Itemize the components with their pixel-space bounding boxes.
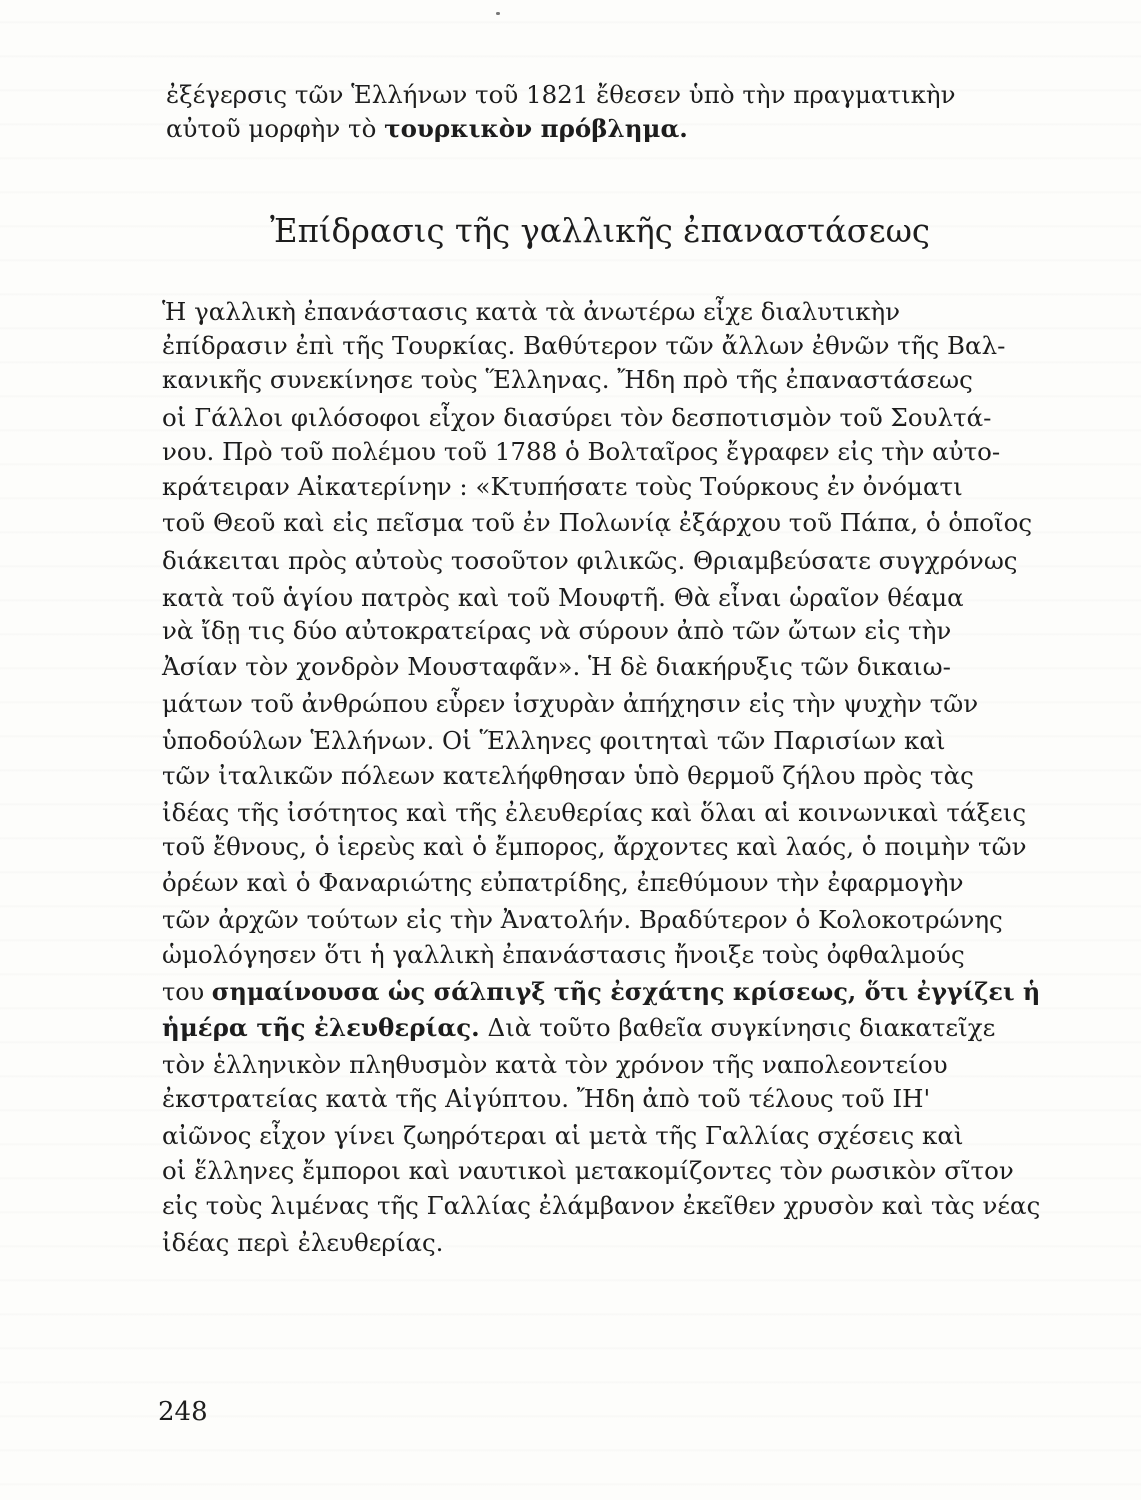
paper-speck — [496, 12, 500, 15]
paragraph-line-4: οἱ Γάλλοι φιλόσοφοι εἶχον διασύρει τὸν δεσποτισμὸν τοῦ Σουλτά- — [162, 403, 992, 432]
paragraph-line-16: τοῦ ἔθνους, ὁ ἱερεὺς καὶ ὁ ἔμπορος, ἄρχοντες καὶ λαός, ὁ ποιμὴν τῶν — [162, 832, 1027, 861]
paragraph-line-10: νὰ ἴδῃ τις δύο αὐτοκρατείρας νὰ σύρουν ἀπὸ τῶν ὤτων εἰς τὴν — [162, 616, 952, 645]
paragraph-line-15: ἰδέας τῆς ἰσότητος καὶ τῆς ἐλευθερίας καὶ ὅλαι αἱ κοινωνικαὶ τάξεις — [162, 798, 1027, 827]
paragraph-line-13: ὑποδούλων Ἑλλήνων. Οἱ Ἕλληνες φοιτηταὶ τῶν Παρισίων καὶ — [162, 726, 946, 755]
paragraph-line-14: τῶν ἰταλικῶν πόλεων κατελήφθησαν ὑπὸ θερμοῦ ζήλου πρὸς τὰς — [162, 761, 974, 790]
paragraph-line-27: ἰδέας περὶ ἐλευθερίας. — [162, 1228, 444, 1257]
intro-line-2: αὐτοῦ μορφὴν τὸ τουρκικὸν πρόβλημα. — [166, 114, 688, 143]
paragraph-line-25: οἱ ἕλληνες ἔμποροι καὶ ναυτικοὶ μετακομίζοντες τὸν ρωσικὸν σῖτον — [162, 1156, 1014, 1185]
paragraph-line-7: τοῦ Θεοῦ καὶ εἰς πεῖσμα τοῦ ἐν Πολωνίᾳ ἐξάρχου τοῦ Πάπα, ὁ ὁποῖος — [162, 508, 1033, 537]
paragraph-line-17: ὀρέων καὶ ὁ Φαναριώτης εὐπατρίδης, ἐπεθύμουν τὴν ἐφαρμογὴν — [162, 868, 964, 897]
turkish-problem-bold: τουρκικὸν πρόβλημα. — [384, 114, 688, 143]
paragraph-line-23: ἐκστρατείας κατὰ τῆς Αἰγύπτου. Ἤδη ἀπὸ τοῦ τέλους τοῦ ΙΗ' — [162, 1084, 931, 1113]
paragraph-line-12: μάτων τοῦ ἀνθρώπου εὗρεν ἰσχυρὰν ἀπήχησιν εἰς τὴν ψυχὴν τῶν — [162, 689, 979, 718]
paragraph-line-3: κανικῆς συνεκίνησε τοὺς Ἕλληνας. Ἤδη πρὸ τῆς ἐπαναστάσεως — [162, 365, 973, 394]
paragraph-line-19: ὡμολόγησεν ὅτι ἡ γαλλικὴ ἐπανάστασις ἤνοιξε τοὺς ὀφθαλμούς — [162, 940, 965, 969]
paragraph-line-24: αἰῶνος εἶχον γίνει ζωηρότεραι αἱ μετὰ τῆς Γαλλίας σχέσεις καὶ — [162, 1121, 964, 1150]
paragraph-line-11: Ἀσίαν τὸν χονδρὸν Μουσταφᾶν». Ἡ δὲ διακήρυξις τῶν δικαιω- — [162, 652, 951, 681]
page-number: 248 — [158, 1397, 208, 1427]
paragraph-line-18: τῶν ἀρχῶν τούτων εἰς τὴν Ἀνατολήν. Βραδύτερον ὁ Κολοκοτρώνης — [162, 905, 1003, 934]
paragraph-line-5: νου. Πρὸ τοῦ πολέμου τοῦ 1788 ὁ Βολταῖρος ἔγραφεν εἰς τὴν αὐτο- — [162, 437, 1001, 466]
intro-line-1: ἐξέγερσις τῶν Ἑλλήνων τοῦ 1821 ἔθεσεν ὑπὸ τὴν πραγματικὴν — [166, 80, 956, 109]
paragraph-line-2: ἐπίδρασιν ἐπὶ τῆς Τουρκίας. Βαθύτερον τῶν ἄλλων ἐθνῶν τῆς Βαλ- — [162, 331, 1006, 360]
paragraph-line-9: κατὰ τοῦ ἁγίου πατρὸς καὶ τοῦ Μουφτῆ. Θὰ εἶναι ὡραῖον θέαμα — [162, 583, 964, 612]
paragraph-line-26: εἰς τοὺς λιμένας τῆς Γαλλίας ἐλάμβανον ἐκεῖθεν χρυσὸν καὶ τὰς νέας — [162, 1191, 1041, 1220]
paragraph-line-6: κράτειραν Αἰκατερίνην : «Κτυπήσατε τοὺς Τούρκους ἐν ὀνόματι — [162, 472, 963, 501]
paragraph-line-21: ἡμέρα τῆς ἐλευθερίας. Διὰ τοῦτο βαθεῖα συγκίνησις διακατεῖχε — [162, 1013, 996, 1042]
section-heading: Ἐπίδρασις τῆς γαλλικῆς ἐπαναστάσεως — [270, 211, 931, 250]
paragraph-line-20: του σημαίνουσα ὡς σάλπιγξ τῆς ἐσχάτης κρίσεως, ὅτι ἐγγίζει ἡ — [162, 977, 1041, 1006]
quoted-emphasis-part-1: σημαίνουσα ὡς σάλπιγξ τῆς ἐσχάτης κρίσεως, ὅτι ἐγγίζει ἡ — [211, 977, 1041, 1006]
quoted-emphasis-part-2: ἡμέρα τῆς ἐλευθερίας. — [162, 1013, 480, 1042]
paragraph-line-22: τὸν ἑλληνικὸν πληθυσμὸν κατὰ τὸν χρόνον τῆς ναπολεοντείου — [162, 1050, 948, 1079]
paragraph-line-8: διάκειται πρὸς αὐτοὺς τοσοῦτον φιλικῶς. Θριαμβεύσατε συγχρόνως — [162, 546, 1018, 575]
paragraph-line-1: Ἡ γαλλικὴ ἐπανάστασις κατὰ τὰ ἀνωτέρω εἶχε διαλυτικὴν — [162, 297, 901, 326]
